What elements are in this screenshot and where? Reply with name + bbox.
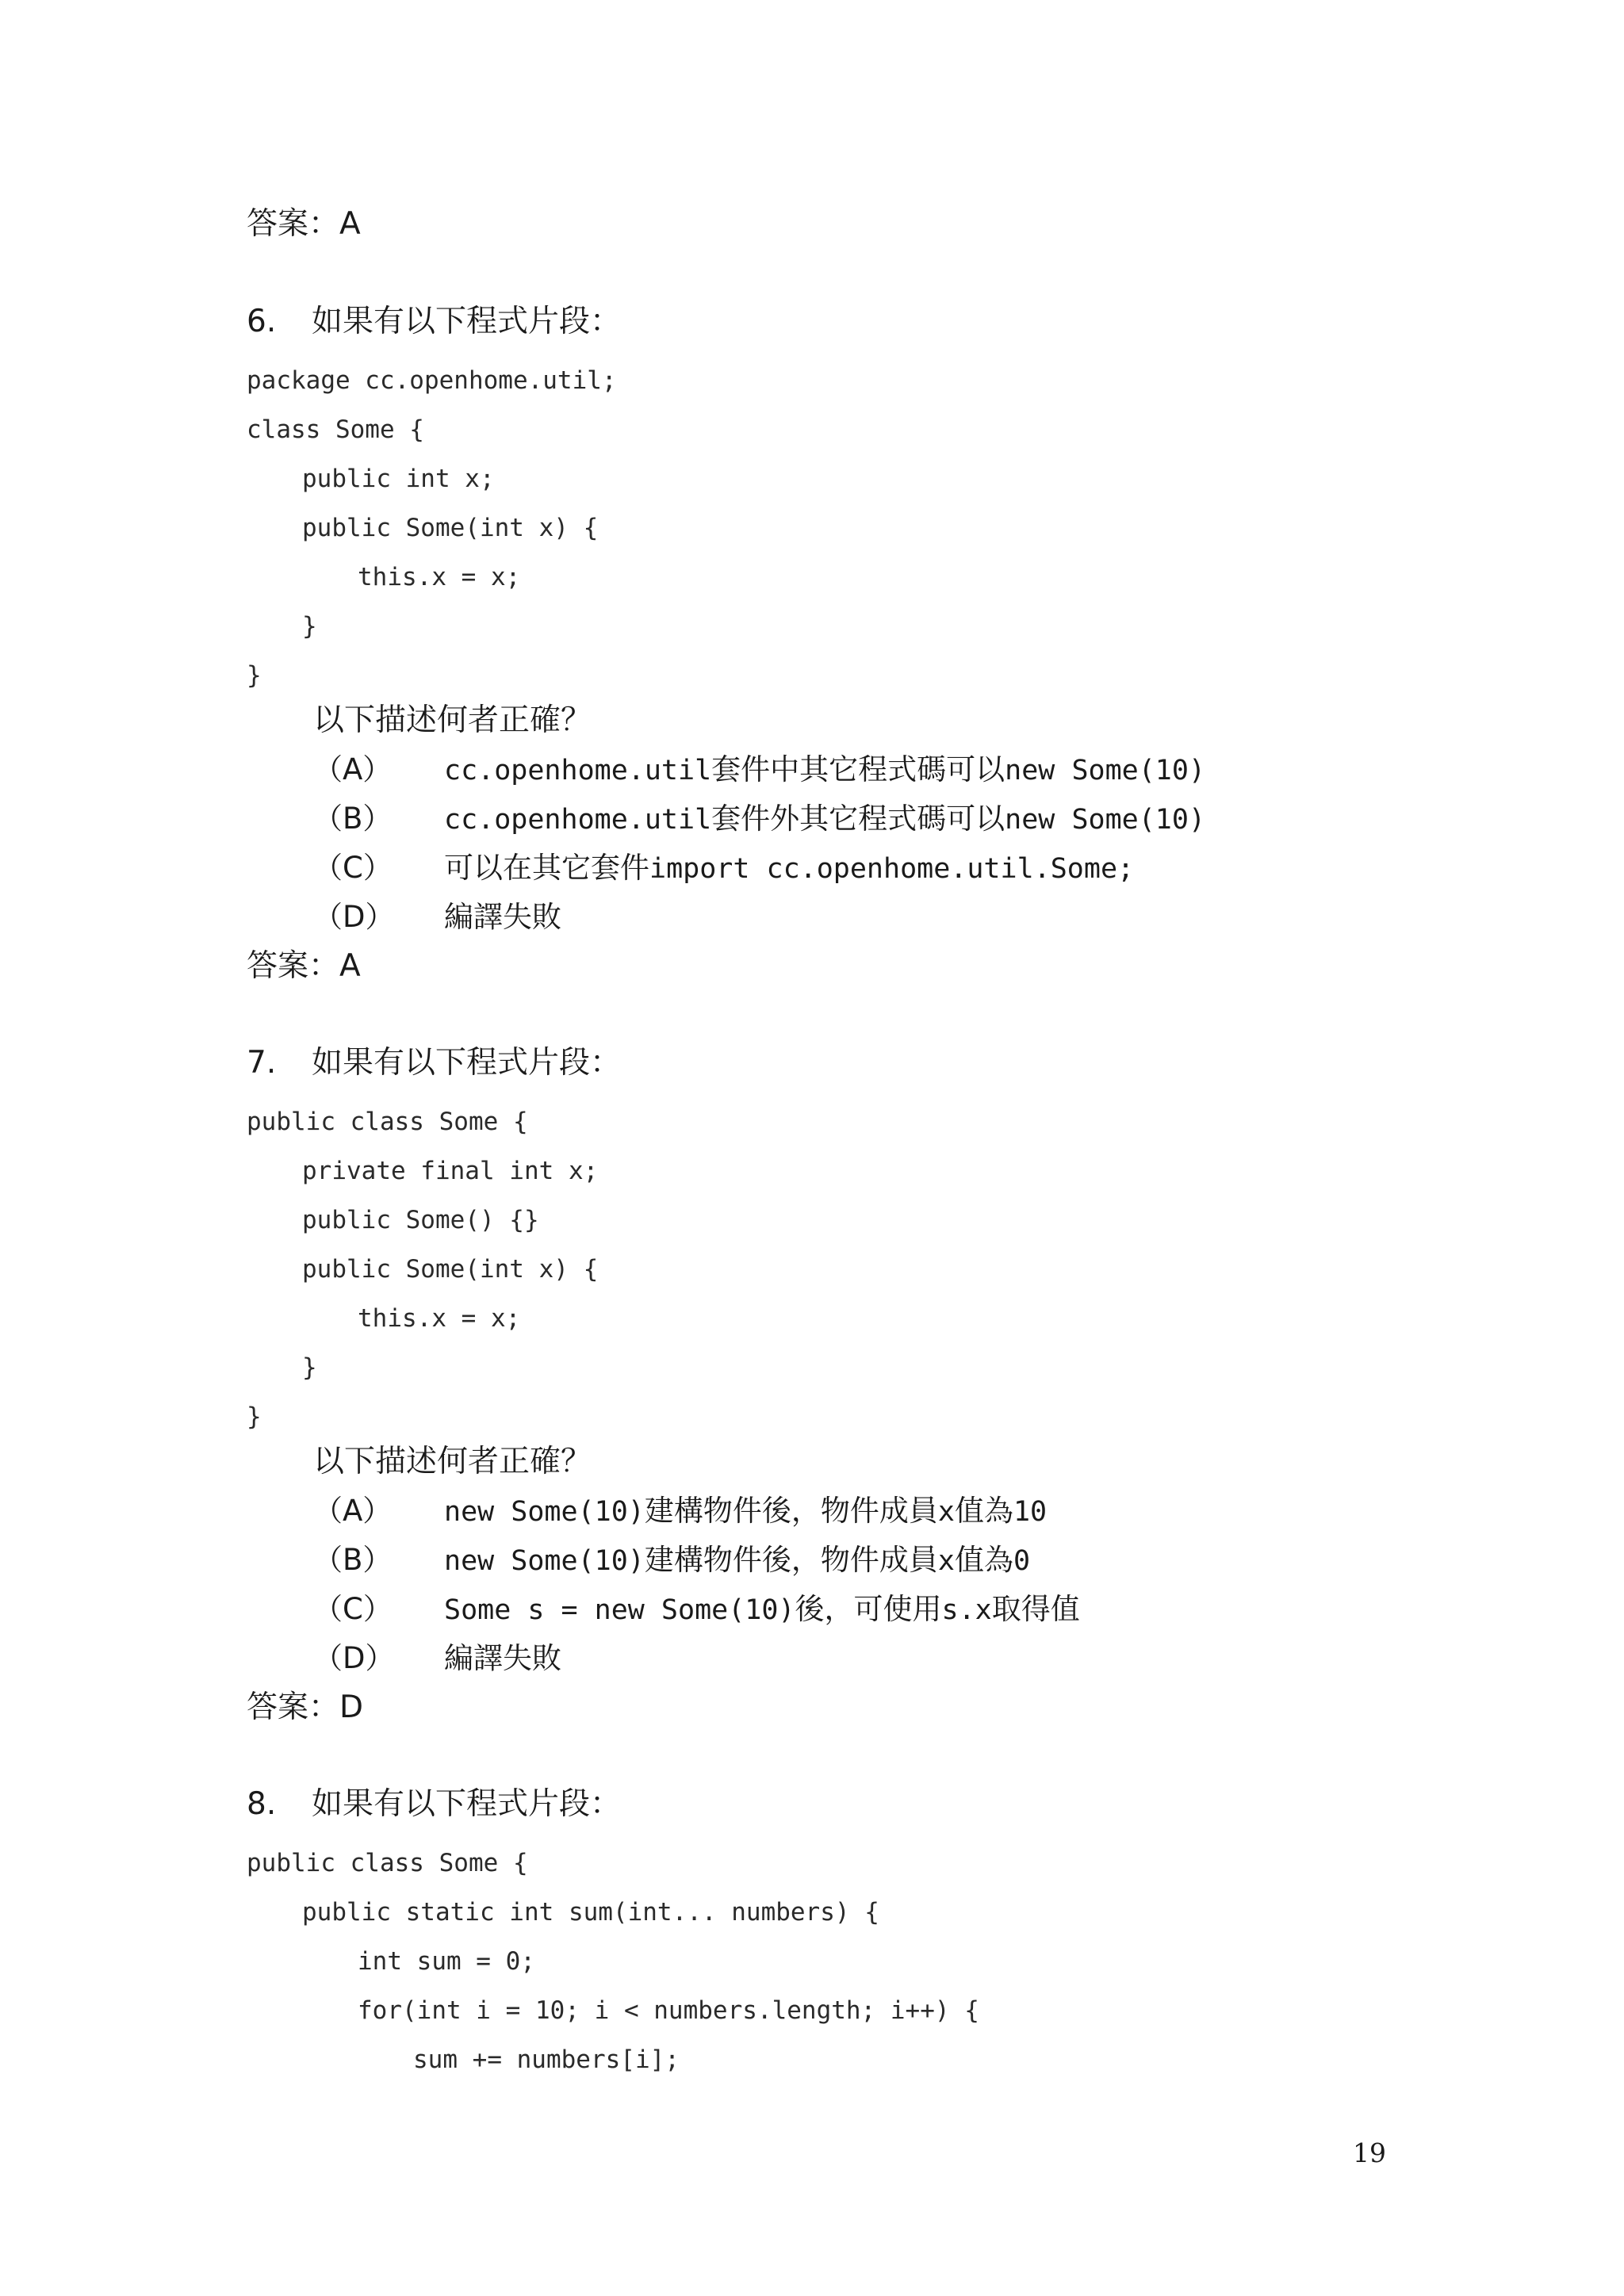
q7-answer: 答案：D [247,1689,364,1725]
option-code-text: x [937,1496,955,1528]
q7-code-line-6: } [302,1353,317,1382]
option-label: （B） [313,802,393,836]
option-label: （C） [313,851,393,885]
option-code-text: new Some(10) [444,1545,645,1577]
q6-answer: 答案：A [247,948,361,984]
option-label: （B） [313,1543,393,1577]
option-code-text: new Some(10) [444,1496,645,1528]
q6-code-line-2: class Some { [247,415,424,444]
q6-code-line-7: } [247,661,262,690]
option-code-text: new Some(10) [1005,755,1206,786]
option-code-text: cc.openhome.util [444,804,712,836]
option-label: （A） [313,1494,393,1528]
option-label: （A） [313,752,393,786]
q8-code-line-3: int sum = 0; [358,1947,535,1976]
option-text: 套件中其它程式碼可以 [711,752,1005,786]
q6-code-line-3: public int x; [302,465,495,493]
option-text: 取得值 [991,1592,1080,1626]
option-text: 編譯失敗 [444,1641,561,1675]
q7-code-line-4: public Some(int x) { [302,1255,599,1284]
option-text: 編譯失敗 [444,900,561,934]
q6-option-b [313,799,1205,840]
option-label: （D） [313,900,395,934]
q8-code-line-5: sum += numbers[i]; [413,2045,680,2074]
question-6-number: 6. [247,304,277,339]
q7-option-c [313,1590,1080,1630]
q7-code-line-2: private final int x; [302,1157,599,1185]
question-8-heading [247,1785,621,1824]
option-code-text: x [937,1545,955,1577]
q7-code-line-1: public class Some { [247,1108,528,1136]
q8-code-line-4: for(int i = 10; i < numbers.length; i++) { [358,1996,979,2025]
q7-prompt: 以下描述何者正確？ [313,1444,592,1479]
q7-code-line-3: public Some() {} [302,1206,539,1234]
option-text: 值為 [954,1494,1013,1528]
question-6-heading [247,302,621,342]
option-label: （D） [313,1641,395,1675]
q7-option-d [313,1639,561,1678]
q6-option-a [313,750,1205,790]
q7-option-b [313,1540,1030,1581]
option-code-text: 0 [1013,1545,1031,1577]
q6-code-line-6: } [302,612,317,641]
question-8-number: 8. [247,1786,277,1822]
option-text: 值為 [954,1543,1013,1577]
q6-code-line-4: public Some(int x) { [302,514,599,542]
answer-prev: 答案：A [247,206,361,242]
option-text: 可以在其它套件 [444,851,649,885]
q7-code-line-5: this.x = x; [358,1304,521,1333]
q6-option-d [313,897,561,937]
option-label: （C） [313,1592,393,1626]
option-code-text: cc.openhome.util [444,755,712,786]
question-7-heading [247,1043,621,1083]
question-7-number: 7. [247,1045,277,1081]
q6-prompt: 以下描述何者正確？ [313,702,592,738]
option-code-text: new Some(10) [1005,804,1206,836]
option-text: 後，可使用 [795,1592,942,1626]
q6-option-c [313,848,1134,889]
option-text: 建構物件後，物件成員 [644,1543,938,1577]
q6-code-line-5: this.x = x; [358,563,521,591]
option-code-text: import cc.openhome.util.Some; [649,853,1135,885]
q7-code-line-7: } [247,1402,262,1431]
question-6-title: 如果有以下程式片段： [312,304,622,339]
q7-option-a [313,1491,1047,1532]
question-7-title: 如果有以下程式片段： [312,1045,622,1081]
option-text: 建構物件後，物件成員 [644,1494,938,1528]
q8-code-line-2: public static int sum(int... numbers) { [302,1898,879,1927]
q6-code-line-1: package cc.openhome.util; [247,366,617,395]
page-number: 19 [1353,2137,1386,2168]
q8-code-line-1: public class Some { [247,1849,528,1877]
option-code-text: Some s = new Some(10) [444,1594,795,1626]
question-8-title: 如果有以下程式片段： [312,1786,622,1822]
option-code-text: 10 [1013,1496,1048,1528]
option-text: 套件外其它程式碼可以 [711,802,1005,836]
option-code-text: s.x [941,1594,992,1626]
